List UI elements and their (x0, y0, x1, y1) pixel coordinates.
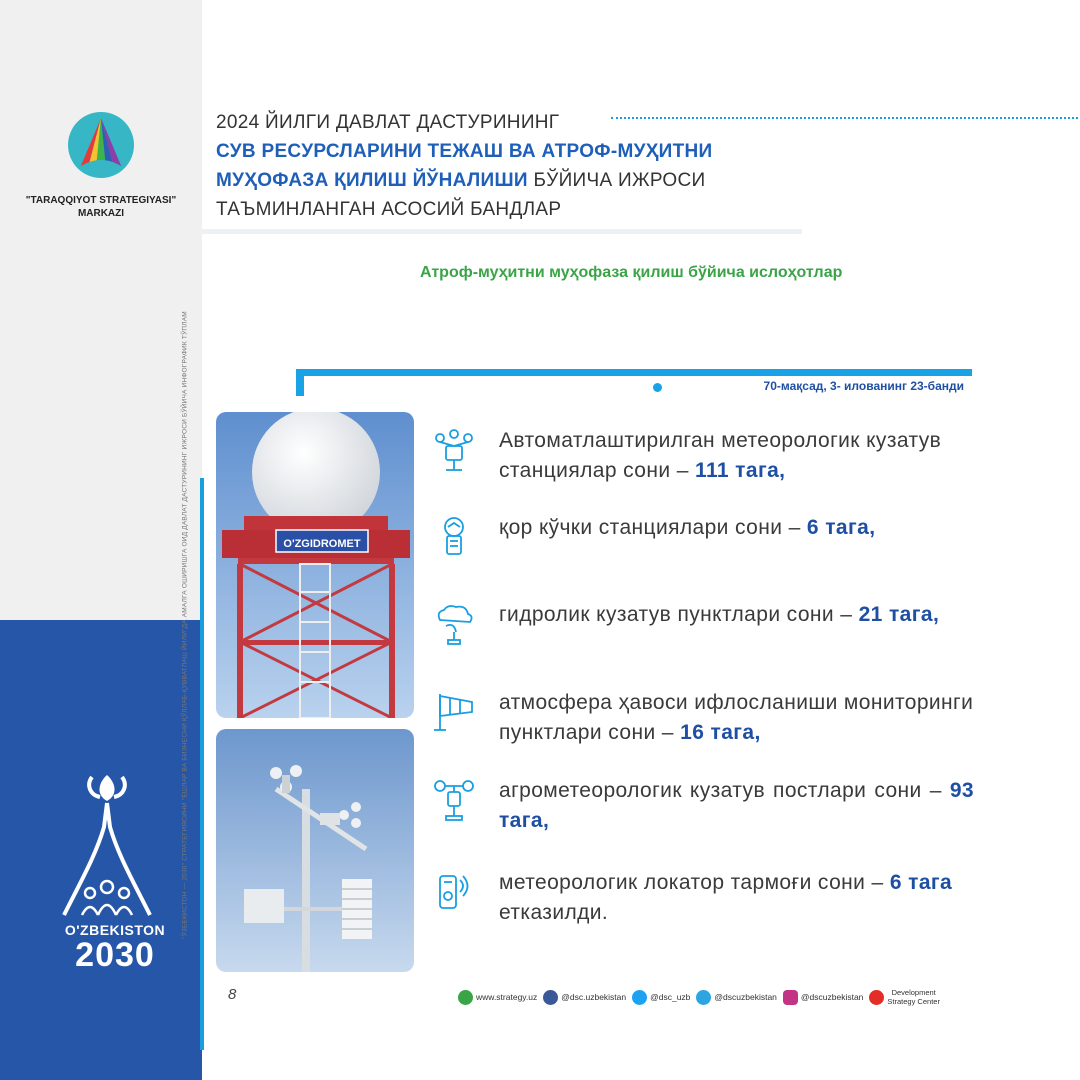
item-value: 111 тага, (695, 459, 786, 482)
footer-website[interactable]: www.strategy.uz (458, 990, 537, 1005)
title-line-1: 2024 ЙИЛГИ ДАВЛАТ ДАСТУРИНИНГ (216, 112, 560, 133)
footer-youtube[interactable]: Development Strategy Center (869, 988, 940, 1006)
emblem-year: 2030 (75, 936, 155, 974)
org-logo (0, 112, 202, 220)
footer-twitter[interactable]: @dsc_uzb (632, 990, 690, 1005)
footer-social (458, 986, 1070, 1008)
item-value: 16 тага, (680, 721, 761, 744)
page-title (216, 108, 1076, 224)
youtube-icon (869, 990, 884, 1005)
footer-telegram[interactable]: @dscuzbekistan (696, 990, 777, 1005)
weather-mast-photo (216, 729, 414, 972)
vertical-divider (200, 478, 204, 1050)
hydro-cloud-icon (432, 602, 476, 646)
item-value: 21 тага, (858, 603, 940, 626)
twitter-icon (632, 990, 647, 1005)
item-value: 93 тага, (499, 779, 974, 832)
anemometer-icon (432, 778, 476, 822)
emblem-title: O'ZBEKISTON (64, 922, 166, 938)
tent-logo-icon (68, 112, 134, 178)
globe-icon (458, 990, 473, 1005)
item-value: 6 тага (889, 871, 953, 894)
uzbekistan-2030-emblem-icon (52, 765, 162, 925)
item-value: 6 тага, (806, 516, 876, 539)
bullet-icon (653, 383, 662, 392)
vertical-caption-text: "ЎЗБЕКИСТОН — 2030" СТРАТЕГИЯСИНИ "ЁШЛАР ВА БИЗНЕСНИ ҚЎЛЛАБ-ҚУВВАТЛАШ ЙИЛИ"ДА АМАЛГА ОШИРИШГА ОИД ДАВЛАТ ДАСТУРИНИНГ ИЖРОСИ БЎЙИЧА ИНФОГРАФИК ТЎПЛАМ (181, 311, 189, 939)
facebook-icon (543, 990, 558, 1005)
vertical-caption (170, 275, 200, 975)
title-line-3: МУҲОФАЗА ҚИЛИШ ЙЎНАЛИШИ БЎЙИЧА ИЖРОСИ (216, 170, 706, 191)
telegram-icon (696, 990, 711, 1005)
org-name: "TARAQQIYOT STRATEGIYASI" (25, 195, 177, 206)
goal-label: 70-мақсад, 3- илованинг 23-банди (763, 379, 964, 393)
title-line-2: СУВ РЕСУРСЛАРИНИ ТЕЖАШ ВА АТРОФ-МУҲИТНИ (216, 141, 713, 162)
windsock-icon (432, 690, 476, 734)
footer-facebook[interactable]: @dsc.uzbekistan (543, 990, 626, 1005)
footer-instagram[interactable]: @dscuzbekistan (783, 990, 864, 1005)
instagram-icon (783, 990, 798, 1005)
snow-gauge-icon (432, 515, 476, 559)
org-subname: MARKAZI (77, 208, 125, 219)
goal-bar (296, 369, 972, 396)
page-number: 8 (228, 986, 237, 1003)
photo-banner-text: O'ZGIDROMET (283, 538, 361, 550)
locator-device-icon (432, 870, 476, 914)
section-subtitle: Атроф-муҳитни муҳофаза қилиш бўйича ислоҳотлар (420, 264, 843, 281)
title-line-4: ТАЪМИНЛАНГАН АСОСИЙ БАНДЛАР (216, 199, 562, 220)
weather-station-icon (432, 428, 476, 472)
header-underline (202, 229, 802, 234)
radar-tower-photo (216, 412, 414, 718)
